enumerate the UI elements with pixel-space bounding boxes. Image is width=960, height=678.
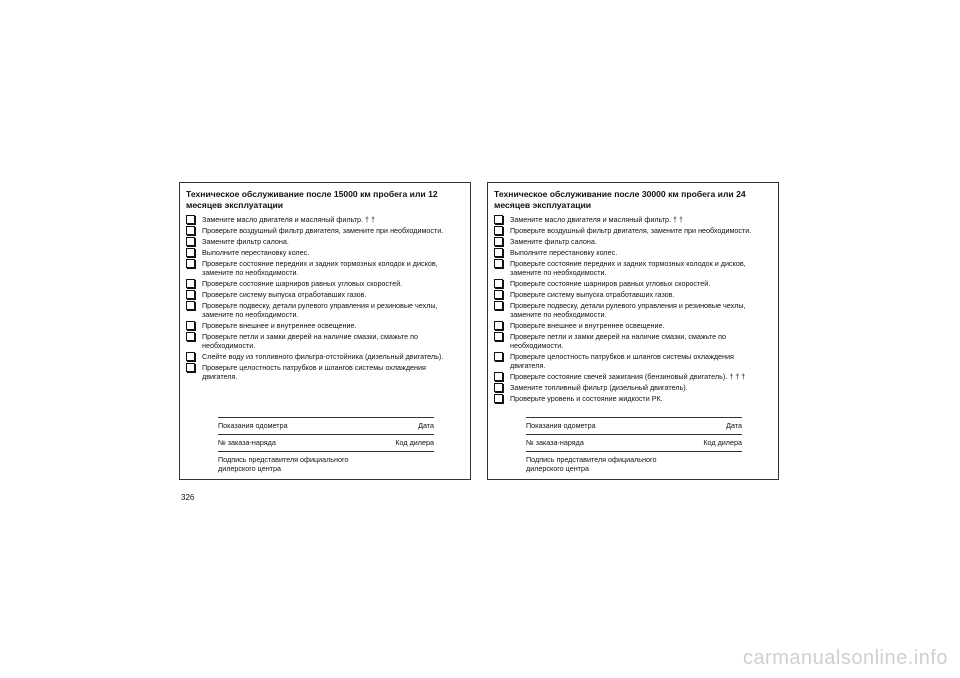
order-row bbox=[218, 434, 434, 451]
checkbox[interactable] bbox=[186, 332, 195, 341]
checklist-item-text: Замените масло двигателя и масляный фильтр. † † bbox=[202, 215, 376, 224]
panel-title: Техническое обслуживание после 30000 км пробега или 24 месяцев эксплуатации bbox=[494, 189, 746, 210]
checklist-item-text: Замените фильтр салона. bbox=[510, 237, 597, 246]
checkbox[interactable] bbox=[494, 237, 503, 246]
checklist-item-text: Проверьте петли и замки дверей на наличие смазки, смажьте по необходимости. bbox=[510, 332, 727, 350]
checklist-item bbox=[186, 215, 463, 224]
checklist-item-text: Проверьте целостность патрубков и шлангов системы охлаждения двигателя. bbox=[202, 363, 426, 381]
date-label: Дата bbox=[726, 421, 742, 430]
checkbox[interactable] bbox=[494, 290, 503, 299]
checkbox[interactable] bbox=[494, 301, 503, 310]
checklist-item bbox=[494, 226, 771, 235]
checklist-item-text: Проверьте целостность патрубков и шлангов системы охлаждения двигателя. bbox=[510, 352, 734, 370]
odometer-label: Показания одометра bbox=[526, 421, 596, 430]
checkbox[interactable] bbox=[494, 248, 503, 257]
signature-block bbox=[526, 417, 742, 473]
checklist-item-text: Проверьте внешнее и внутреннее освещение. bbox=[202, 321, 357, 330]
watermark: carmanualsonline.info bbox=[742, 647, 948, 669]
checkbox[interactable] bbox=[494, 332, 503, 341]
checklist-item bbox=[494, 215, 771, 224]
checklist-item bbox=[494, 332, 771, 350]
checklist-item-text: Выполните перестановку колес. bbox=[202, 248, 310, 257]
checklist-item-text: Проверьте петли и замки дверей на наличие смазки, смажьте по необходимости. bbox=[202, 332, 419, 350]
checkbox[interactable] bbox=[494, 372, 503, 381]
checkbox[interactable] bbox=[186, 215, 195, 224]
maintenance-panel-15000 bbox=[179, 182, 471, 480]
panel-title: Техническое обслуживание после 15000 км пробега или 12 месяцев эксплуатации bbox=[186, 189, 438, 210]
signature-row bbox=[218, 451, 434, 473]
checkbox[interactable] bbox=[494, 383, 503, 392]
checklist-item bbox=[494, 290, 771, 299]
checklist-item-text: Замените фильтр салона. bbox=[202, 237, 289, 246]
checklist-item bbox=[186, 226, 463, 235]
checklist-item-text: Проверьте воздушный фильтр двигателя, замените при необходимости. bbox=[202, 226, 444, 235]
checklist-item bbox=[186, 259, 463, 277]
checklist-item-text: Проверьте систему выпуска отработавших газов. bbox=[510, 290, 675, 299]
checkbox[interactable] bbox=[494, 394, 503, 403]
checklist-item bbox=[186, 332, 463, 350]
signature-row bbox=[526, 451, 742, 473]
checklist-item bbox=[494, 279, 771, 288]
order-label: № заказа-наряда bbox=[526, 438, 584, 447]
checkbox[interactable] bbox=[494, 279, 503, 288]
checklist-item-text: Проверьте состояние свечей зажигания (бензиновый двигатель). † † † bbox=[510, 372, 746, 381]
checklist-item bbox=[186, 290, 463, 299]
checklist-item-text: Замените топливный фильтр (дизельный двигатель). bbox=[510, 383, 688, 392]
checkbox[interactable] bbox=[186, 237, 195, 246]
signature-block bbox=[218, 417, 434, 473]
checkbox[interactable] bbox=[494, 215, 503, 224]
checklist-item bbox=[494, 394, 771, 403]
checkbox[interactable] bbox=[186, 279, 195, 288]
checkbox[interactable] bbox=[494, 226, 503, 235]
signature-label: Подпись представителя официального дилерского центра bbox=[218, 455, 349, 473]
checkbox[interactable] bbox=[186, 259, 195, 268]
order-row bbox=[526, 434, 742, 451]
checkbox[interactable] bbox=[494, 352, 503, 361]
checklist-item bbox=[494, 352, 771, 370]
checklist-item-text: Проверьте подвеску, детали рулевого управления и резиновые чехлы, замените по необходимости. bbox=[202, 301, 438, 319]
checkbox[interactable] bbox=[186, 301, 195, 310]
checklist-item-text: Проверьте состояние шарниров равных угловых скоростей. bbox=[510, 279, 711, 288]
checkbox[interactable] bbox=[186, 248, 195, 257]
odometer-row bbox=[526, 417, 742, 434]
date-label: Дата bbox=[418, 421, 434, 430]
checklist-item-text: Выполните перестановку колес. bbox=[510, 248, 618, 257]
checklist-item bbox=[494, 372, 771, 381]
checklist-item bbox=[494, 383, 771, 392]
checklist bbox=[186, 215, 463, 381]
checklist-item-text: Слейте воду из топливного фильтра-отстойника (дизельный двигатель). bbox=[202, 352, 444, 361]
checklist-item-text: Проверьте уровень и состояние жидкости РК. bbox=[510, 394, 663, 403]
checklist-item bbox=[494, 321, 771, 330]
checkbox[interactable] bbox=[186, 352, 195, 361]
checklist-item bbox=[186, 279, 463, 288]
signature-label: Подпись представителя официального дилерского центра bbox=[526, 455, 657, 473]
odometer-label: Показания одометра bbox=[218, 421, 288, 430]
checkbox[interactable] bbox=[186, 363, 195, 372]
checkbox[interactable] bbox=[186, 226, 195, 235]
checklist-item bbox=[494, 237, 771, 246]
checklist-item bbox=[186, 237, 463, 246]
checklist-item-text: Проверьте воздушный фильтр двигателя, замените при необходимости. bbox=[510, 226, 752, 235]
checklist-item bbox=[494, 301, 771, 319]
checklist-item-text: Проверьте внешнее и внутреннее освещение. bbox=[510, 321, 665, 330]
checklist-item bbox=[186, 301, 463, 319]
checkbox[interactable] bbox=[186, 321, 195, 330]
checklist-item bbox=[494, 248, 771, 257]
dealer-code-label: Код дилера bbox=[703, 438, 742, 447]
checklist-item-text: Проверьте состояние шарниров равных угловых скоростей. bbox=[202, 279, 403, 288]
odometer-row bbox=[218, 417, 434, 434]
checklist-item-text: Проверьте подвеску, детали рулевого управления и резиновые чехлы, замените по необходимости. bbox=[510, 301, 746, 319]
checklist-item bbox=[494, 259, 771, 277]
checkbox[interactable] bbox=[186, 290, 195, 299]
checklist-item-text: Проверьте состояние передних и задних тормозных колодок и дисков, замените по необходимости. bbox=[510, 259, 746, 277]
checklist-item bbox=[186, 321, 463, 330]
checklist-item-text: Замените масло двигателя и масляный фильтр. † † bbox=[510, 215, 684, 224]
maintenance-panel-30000 bbox=[487, 182, 779, 480]
checklist-item bbox=[186, 352, 463, 361]
dealer-code-label: Код дилера bbox=[395, 438, 434, 447]
checklist-item bbox=[186, 363, 463, 381]
checkbox[interactable] bbox=[494, 259, 503, 268]
page-number: 326 bbox=[181, 493, 195, 502]
order-label: № заказа-наряда bbox=[218, 438, 276, 447]
checklist-item-text: Проверьте состояние передних и задних тормозных колодок и дисков, замените по необходимости. bbox=[202, 259, 438, 277]
checkbox[interactable] bbox=[494, 321, 503, 330]
checklist bbox=[494, 215, 771, 403]
checklist-item bbox=[186, 248, 463, 257]
checklist-item-text: Проверьте систему выпуска отработавших газов. bbox=[202, 290, 367, 299]
